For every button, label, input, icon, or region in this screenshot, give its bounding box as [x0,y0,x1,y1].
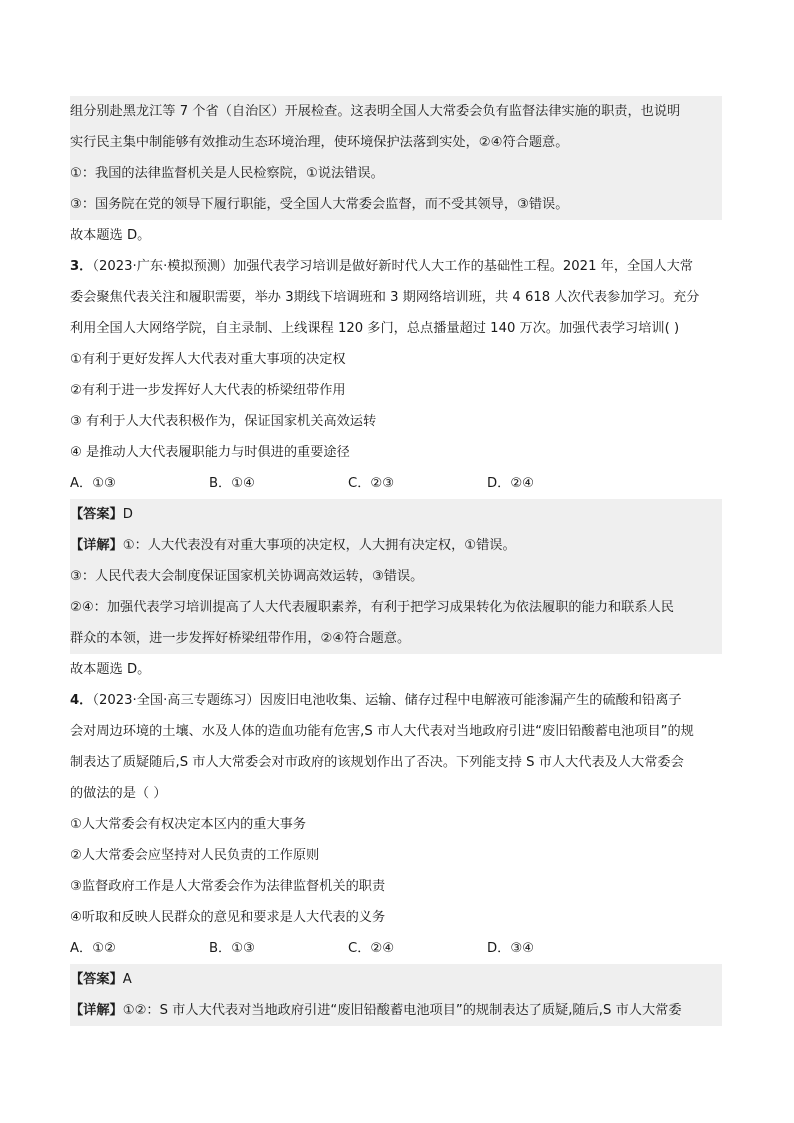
q4-stem-line-1 [70,685,722,716]
prev-detail-line-4: ③：国务院在党的领导下履行职能，受全国人大常委会监督，而不受其领导，③错误。 [70,189,722,220]
q4-answer-value: A [122,972,132,987]
q3-stem-line-1 [70,251,722,282]
q3-option-d: D．②④ [487,476,534,491]
q3-detail-line-4: 群众的本领，进一步发挥好桥梁纽带作用，②④符合题意。 [70,623,722,654]
q4-item-3: ③监督政府工作是人大常委会作为法律监督机关的职责 [70,879,386,894]
q3-detail-line-3: ②④：加强代表学习培训提高了人大代表履职素养，有利于把学习成果转化为依法履职的能力和联系人民 [70,592,722,623]
prev-detail-line-3: ①：我国的法律监督机关是人民检察院，①说法错误。 [70,158,722,189]
document-page [70,96,722,1026]
q3-stem-text-1: （2023·广东·模拟预测）加强代表学习培训是做好新时代人大工作的基础性工程。2021 年，全国人大常 [92,259,693,274]
q3-answer [70,499,722,530]
q3-detail-conclusion: 故本题选 D。 [70,662,151,677]
q3-item-1: ①有利于更好发挥人大代表对重大事项的决定权 [70,352,346,367]
prev-detail-line-2: 实行民主集中制能够有效推动生态环境治理，使环境保护法落到实处，②④符合题意。 [70,127,722,158]
q3-stem-line-3: 利用全国人大网络学院，自主录制、上线课程 120 多门，总点播量超过 140 万次。加强代表学习培训( ) [70,321,680,336]
prev-detail-conclusion: 故本题选 D。 [70,228,151,243]
q4-detail-text-1: ①②：S 市人大代表对当地政府引进“废旧铅酸蓄电池项目”的规制表达了质疑,随后,S 市人大常委 [122,1003,682,1018]
q4-item-4: ④听取和反映人民群众的意见和要求是人大代表的义务 [70,910,386,925]
q3-option-a: A．①③ [70,476,116,491]
q3-item-3: ③ 有利于人大代表积极作为，保证国家机关高效运转 [70,414,377,429]
q4-option-d: D．③④ [487,941,534,956]
q3-option-b: B．①④ [209,476,255,491]
q3-item-4: ④ 是推动人大代表履职能力与时俱进的重要途径 [70,445,350,460]
q3-option-c: C．②③ [348,476,395,491]
q4-answer [70,964,722,995]
q3-item-2: ②有利于进一步发挥好人大代表的桥梁纽带作用 [70,383,346,398]
q4-option-a: A．①② [70,941,116,956]
q3-detail-label: 【详解】 [70,538,123,553]
q3-detail-text-1: ①：人大代表没有对重大事项的决定权，人大拥有决定权，①错误。 [122,538,516,553]
q4-detail-line-1 [70,995,722,1026]
q3-options [70,468,722,499]
q4-answer-label: 【答案】 [70,972,123,987]
q3-answer-label: 【答案】 [70,507,123,522]
q3-detail-line-2: ③：人民代表大会制度保证国家机关协调高效运转，③错误。 [70,561,722,592]
prev-detail-line-1: 组分别赴黑龙江等 7 个省（自治区）开展检查。这表明全国人大常委会负有监督法律实施的职责，也说明 [70,96,722,127]
q3-number: 3． [70,259,93,274]
q3-answer-value: D [122,507,133,522]
q4-option-c: C．②④ [348,941,395,956]
q4-detail-label: 【详解】 [70,1003,123,1018]
q4-stem-line-2: 会对周边环境的土壤、水及人体的造血功能有危害,S 市人大代表对当地政府引进“废旧铅酸蓄电池项目”的规 [70,724,694,739]
q4-option-b: B．①③ [209,941,255,956]
q4-item-1: ①人大常委会有权决定本区内的重大事务 [70,817,307,832]
q4-stem-text-1: （2023·全国·高三专题练习）因废旧电池收集、运输、储存过程中电解液可能渗漏产生的硫酸和铅离子 [92,693,682,708]
q4-stem-line-4: 的做法的是（ ） [70,786,167,801]
q4-item-2: ②人大常委会应坚持对人民负责的工作原则 [70,848,320,863]
q4-number: 4． [70,693,93,708]
q3-detail-line-1 [70,530,722,561]
q3-stem-line-2: 委会聚焦代表关注和履职需要，举办 3期线下培调班和 3 期网络培训班，共 4 618 人次代表参加学习。充分 [70,290,700,305]
q4-options [70,933,722,964]
q4-stem-line-3: 制表达了质疑随后,S 市人大常委会对市政府的该规划作出了否决。下列能支持 S 市人大代表及人大常委会 [70,755,684,770]
